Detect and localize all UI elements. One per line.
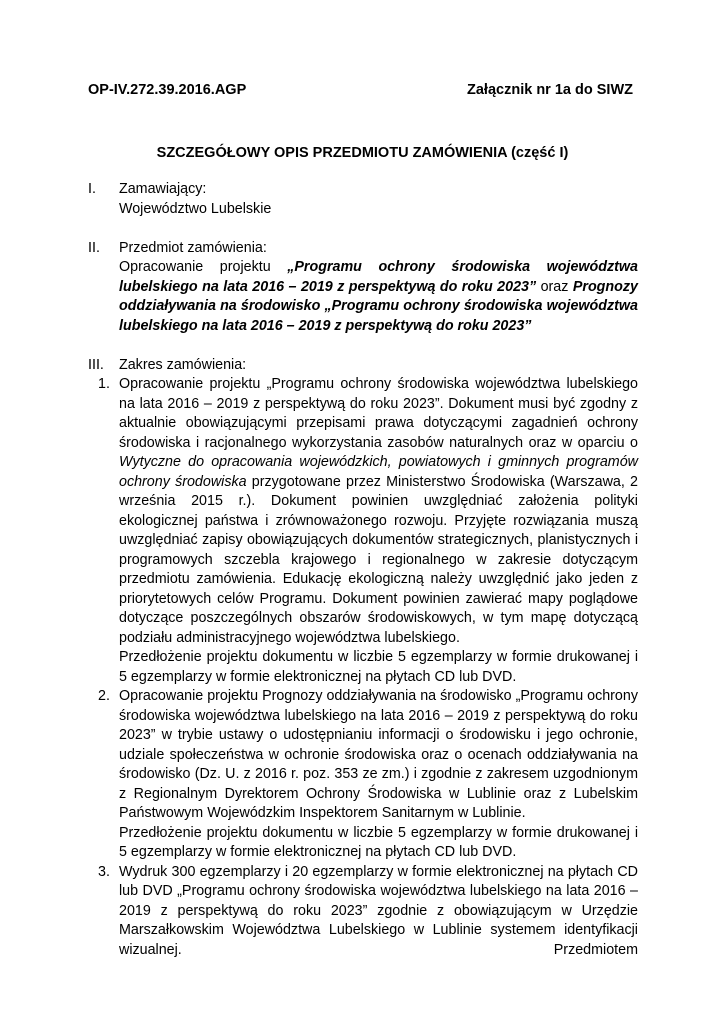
item-number: 1. bbox=[98, 376, 110, 392]
subject-text: oraz bbox=[536, 278, 573, 295]
attachment-label: Załącznik nr 1a do SIWZ bbox=[467, 82, 633, 98]
item-number: 3. bbox=[98, 863, 110, 880]
program-title: „Programu ochrony środowiska województwa lubelskiego na lata 2016 – 2019 z perspektywą do roku 2023” bbox=[119, 259, 639, 295]
list-item bbox=[88, 375, 638, 687]
section-number: I. bbox=[88, 181, 96, 197]
subject-paragraph bbox=[119, 258, 638, 336]
document-body bbox=[88, 180, 638, 960]
section-subject bbox=[88, 239, 638, 337]
section-scope bbox=[88, 356, 638, 376]
section-heading: Zakres zamówienia: bbox=[119, 356, 247, 373]
document-header bbox=[88, 82, 633, 102]
item-delivery: Przedłożenie projektu dokumentu w liczbie 5 egzemplarzy w formie drukowanej i 5 egzemplarzy w formie elektronicznej na płytach CD lub DVD. bbox=[119, 649, 638, 685]
item-paragraph bbox=[119, 375, 638, 648]
item-text: Opracowanie projektu „Programu ochrony środowiska województwa lubelskiego na lata 2016 – 2019 z perspektywą do roku 2023”. Dokument musi być zgodny z aktualnie obowiązującymi przepisami prawa dotyczącymi zagadnień ochrony środowiska i racjonalnego wykorzystania zasobów naturalnych oraz w oparciu o bbox=[119, 376, 638, 451]
item-number: 2. bbox=[98, 688, 110, 704]
forecast-title: Prognozy oddziaływania na środowisko „Programu ochrony środowiska województwa lubelskiego na lata 2016 – 2019 z perspektywą do roku 2023” bbox=[119, 278, 638, 334]
item-text: przygotowane przez Ministerstwo Środowiska (Warszawa, 2 września 2015 r.). Dokument powinien uwzględniać założenia polityki ekologicznej państwa i zrównoważonego rozwoju. Przyjęte rozwiązania muszą uwzględniać zapisy obowiązujących dokumentów strategicznych, planistycznych i programowych szczebla krajowego i regionalnego w zakresie dotyczącym przedmiotu zamówienia. Edukację ekologiczną należy uwzględnić jako jeden z priorytetowych celów Programu. Dokument powinien zawierać mapy poglądowe dotyczące poszczególnych obszarów środowiskowych, w tym mapę dotyczącą podziału administracyjnego województwa lubelskiego. bbox=[119, 473, 638, 646]
reference-number: OP-IV.272.39.2016.AGP bbox=[88, 82, 247, 98]
list-item bbox=[88, 687, 638, 863]
scope-list bbox=[88, 375, 638, 960]
item-paragraph: Wydruk 300 egzemplarzy i 20 egzemplarzy w formie elektronicznej na płytach CD lub DVD „Programu ochrony środowiska województwa lubelskiego na lata 2016 – 2019 z perspektywą do roku 2023” zgodnie z obowiązującym w Urzędzie Marszałkowskim Województwa Lubelskiego w Lublinie systemem identyfikacji wizualnej. Przedmiotem bbox=[119, 863, 638, 958]
item-delivery: Przedłożenie projektu dokumentu w liczbie 5 egzemplarzy w formie drukowanej i 5 egzemplarzy w formie elektronicznej na płytach CD lub DVD. bbox=[119, 824, 638, 860]
section-heading: Zamawiający: bbox=[119, 181, 207, 197]
guidelines-title: Wytyczne do opracowania wojewódzkich, powiatowych i gminnych programów ochrony środowiska bbox=[119, 454, 638, 490]
section-ordering-party bbox=[88, 180, 638, 219]
section-number: II. bbox=[88, 239, 100, 256]
subject-text: Opracowanie projektu bbox=[119, 259, 288, 275]
document-title: SZCZEGÓŁOWY OPIS PRZEDMIOTU ZAMÓWIENIA (część I) bbox=[156, 145, 569, 161]
section-heading: Przedmiot zamówienia: bbox=[119, 239, 267, 256]
section-number: III. bbox=[88, 356, 104, 373]
item-paragraph: Opracowanie projektu Prognozy oddziaływania na środowisko „Programu ochrony środowiska województwa lubelskiego na lata 2016 – 2019 z perspektywą do roku 2023” w trybie ustawy o udostępnianiu informacji o środowisku i jego ochronie, udziale społeczeństwa w ochronie środowiska oraz o ocenach oddziaływania na środowisko (Dz. U. z 2016 r. poz. 353 ze zm.) i zgodnie z zakresem uzgodnionym z Regionalnym Dyrektorem Ochrony Środowiska w Lublinie oraz z Lubelskim Państwowym Wojewódzkim Inspektorem Sanitarnym w Lublinie. bbox=[119, 688, 638, 821]
ordering-party-name: Województwo Lubelskie bbox=[119, 200, 272, 217]
list-item bbox=[88, 863, 638, 961]
